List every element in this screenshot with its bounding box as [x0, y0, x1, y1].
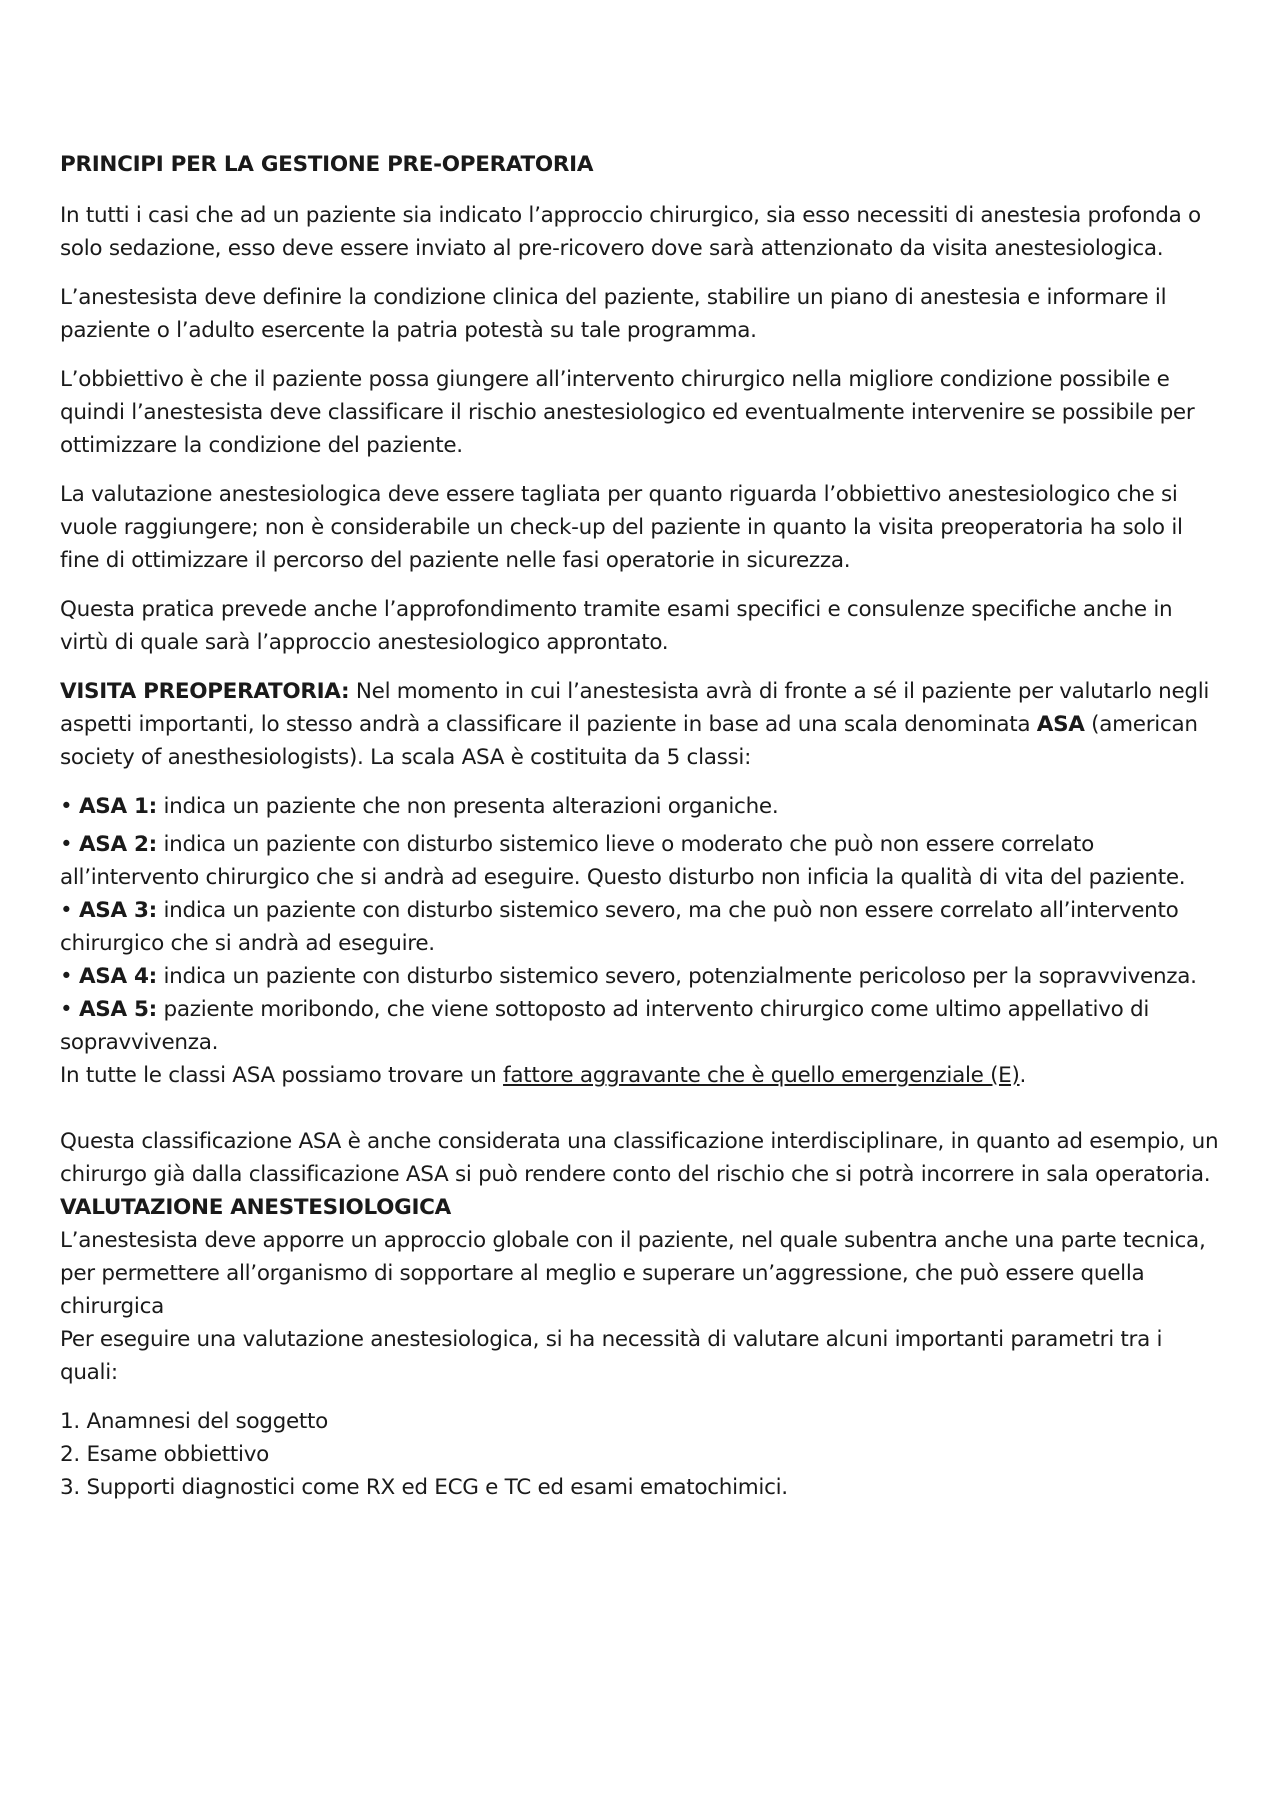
paragraph-preoperative-referral: In tutti i casi che ad un paziente sia indicato l’approccio chirurgico, sia esso necessiti di anestesia profonda o solo sedazione, esso deve essere inviato al pre-ricovero dove sarà attenzionato da visita anestesiologica.	[60, 203, 1201, 261]
asa-bold-term: ASA	[1036, 712, 1085, 737]
paragraph-anesthetist-role: L’anestesista deve definire la condizione clinica del paziente, stabilire un piano di anestesia e informare il paziente o l’adulto esercente la patria potestà su tale programma.	[60, 285, 1167, 343]
document-page	[60, 148, 1220, 1504]
asa-class-text: indica un paziente con disturbo sistemico lieve o moderato che può non essere correlato all’intervento chirurgico che si andrà ad eseguire. Questo disturbo non inficia la qualità di vita del paziente.	[60, 832, 1186, 890]
visita-label: VISITA PREOPERATORIA:	[60, 679, 350, 704]
list-item: 2. Esame obbiettivo	[60, 1442, 269, 1467]
bullet-icon: •	[60, 898, 73, 923]
asa-class-item	[60, 960, 1220, 993]
paragraph-evaluation: La valutazione anestesiologica deve essere tagliata per quanto riguarda l’obbiettivo anestesiologico che si vuole raggiungere; non è considerabile un check-up del paziente in quanto la visita preoperatoria ha solo il fine di ottimizzare il percorso del paziente nelle fasi operatorie in sicurezza.	[60, 482, 1183, 573]
paragraph-interdisciplinary: Questa classificazione ASA è anche considerata una classificazione interdisciplinare, in quanto ad esempio, un chirurgo già dalla classificazione ASA si può rendere conto del rischio che si potrà incorrere in sala operatoria.	[60, 1129, 1219, 1187]
asa-class-label: ASA 5:	[78, 997, 157, 1022]
asa-class-item	[60, 993, 1220, 1059]
asa-class-item	[60, 790, 1220, 823]
emergency-end: .	[1019, 1063, 1027, 1088]
emergency-text: In tutte le classi ASA possiamo trovare un	[60, 1063, 504, 1088]
parameters-list	[60, 1405, 1220, 1504]
paragraph-objective: L’obbiettivo è che il paziente possa giungere all’intervento chirurgico nella migliore condizione possibile e quindi l’anestesista deve classificare il rischio anestesiologico ed eventualmente intervenire se possibile per ottimizzare la condizione del paziente.	[60, 367, 1195, 458]
asa-class-label: ASA 1:	[78, 794, 157, 819]
paragraph-global-approach: L’anestesista deve apporre un approccio globale con il paziente, nel quale subentra anche una parte tecnica, per permettere all’organismo di sopportare al meglio e superare un’aggressione, che può essere quella chirurgica	[60, 1228, 1206, 1319]
bullet-icon: •	[60, 794, 73, 819]
paragraph-visita-preoperatoria	[60, 675, 1220, 774]
paragraph-parameters-intro: Per eseguire una valutazione anestesiologica, si ha necessità di valutare alcuni importanti parametri tra i quali:	[60, 1327, 1163, 1385]
asa-class-text: paziente moribondo, che viene sottoposto ad intervento chirurgico come ultimo appellativo di sopravvivenza.	[60, 997, 1150, 1055]
paragraph-specific-exams: Questa pratica prevede anche l’approfondimento tramite esami specifici e consulenze specifiche anche in virtù di quale sarà l’approccio anestesiologico approntato.	[60, 597, 1173, 655]
asa-class-label: ASA 2:	[78, 832, 157, 857]
visita-text-after: (american society of anesthesiologists). La scala ASA è costituita da 5 classi:	[60, 712, 1198, 770]
asa-class-item	[60, 828, 1220, 894]
asa-class-item	[60, 894, 1220, 960]
emergency-factor-line	[60, 1059, 1220, 1092]
asa-class-text: indica un paziente con disturbo sistemico severo, potenzialmente pericoloso per la sopravvivenza.	[156, 964, 1197, 989]
section-heading-valutazione: VALUTAZIONE ANESTESIOLOGICA	[60, 1195, 451, 1220]
visita-text-before: Nel momento in cui l’anestesista avrà di fronte a sé il paziente per valutarlo negli aspetti importanti, lo stesso andrà a classificare il paziente in base ad una scala denominata	[60, 679, 1210, 737]
list-item: 1. Anamnesi del soggetto	[60, 1409, 329, 1434]
asa-class-list	[60, 790, 1220, 1092]
bullet-icon: •	[60, 997, 73, 1022]
asa-class-label: ASA 4:	[78, 964, 157, 989]
blank-line	[60, 1092, 1220, 1125]
page-title: PRINCIPI PER LA GESTIONE PRE-OPERATORIA	[60, 152, 594, 177]
list-item: 3. Supporti diagnostici come RX ed ECG e TC ed esami ematochimici.	[60, 1475, 788, 1500]
bullet-icon: •	[60, 832, 73, 857]
bullet-icon: •	[60, 964, 73, 989]
asa-class-text: indica un paziente che non presenta alterazioni organiche.	[156, 794, 779, 819]
emergency-underlined: fattore aggravante che è quello emergenziale (E)	[503, 1063, 1020, 1088]
asa-class-text: indica un paziente con disturbo sistemico severo, ma che può non essere correlato all’intervento chirurgico che si andrà ad eseguire.	[60, 898, 1179, 956]
asa-class-label: ASA 3:	[78, 898, 157, 923]
